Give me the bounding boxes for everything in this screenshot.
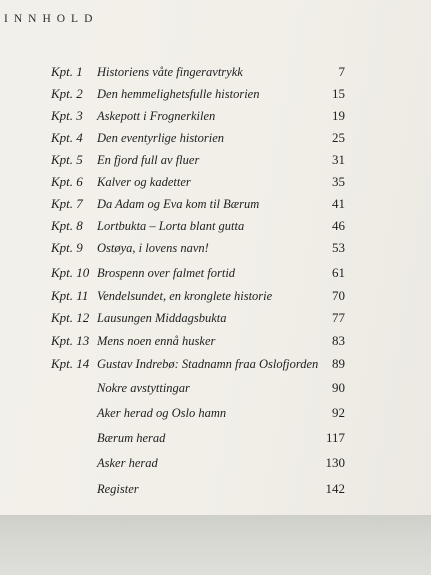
- toc-entry: [0, 288, 431, 308]
- page-number: 117: [325, 430, 345, 445]
- page-number: 130: [325, 455, 345, 470]
- toc-entry: [0, 218, 431, 238]
- chapter-title: Den eventyrlige historien: [97, 131, 225, 145]
- page-number: 41: [332, 196, 345, 211]
- page-heading: INNHOLD: [4, 13, 99, 25]
- chapter-number: Kpt. 5: [51, 152, 83, 167]
- chapter-title: Bærum herad: [97, 431, 166, 445]
- toc-entry: [0, 481, 431, 501]
- chapter-number: Kpt. 9: [51, 240, 83, 255]
- chapter-number: Kpt. 6: [51, 174, 83, 189]
- toc-entry: [0, 240, 431, 260]
- chapter-number: Kpt. 7: [51, 196, 83, 211]
- chapter-number: Kpt. 1: [51, 64, 83, 79]
- chapter-title: Lortbukta – Lorta blant gutta: [97, 219, 245, 233]
- toc-entry: [0, 196, 431, 216]
- page-number: 35: [332, 174, 345, 189]
- toc-entry: [0, 152, 431, 172]
- toc-entry: [0, 86, 431, 106]
- toc-entry: [0, 380, 431, 400]
- chapter-number: Kpt. 12: [51, 310, 90, 325]
- toc-entry: [0, 333, 431, 353]
- page-number: 61: [332, 265, 345, 280]
- page-number: 7: [338, 64, 345, 79]
- chapter-title: Kalver og kadetter: [97, 175, 191, 189]
- toc-entry: [0, 455, 431, 475]
- page-number: 77: [332, 310, 345, 325]
- chapter-title: Mens noen ennå husker: [97, 334, 216, 348]
- chapter-title: Gustav Indrebø: Stadnamn fraa Oslofjorden: [97, 357, 319, 371]
- page-number: 92: [332, 405, 345, 420]
- toc-entry: [0, 174, 431, 194]
- page-number: 15: [332, 86, 345, 101]
- chapter-number: Kpt. 13: [51, 333, 90, 348]
- page-edge-shadow: [0, 515, 431, 575]
- page-number: 142: [325, 481, 345, 496]
- page-number: 90: [332, 380, 345, 395]
- chapter-title: Da Adam og Eva kom til Bærum: [97, 197, 260, 211]
- page-number: 89: [332, 356, 345, 371]
- chapter-title: Aker herad og Oslo hamn: [97, 406, 227, 420]
- chapter-title: Asker herad: [97, 456, 158, 470]
- toc-entry: [0, 430, 431, 450]
- chapter-title: Historiens våte fingeravtrykk: [97, 65, 243, 79]
- chapter-title: Vendelsundet, en kronglete historie: [97, 289, 273, 303]
- chapter-number: Kpt. 3: [51, 108, 83, 123]
- page-number: 25: [332, 130, 345, 145]
- chapter-title: Brospenn over falmet fortid: [97, 266, 236, 280]
- toc-entry: [0, 356, 431, 376]
- chapter-title: Register: [97, 482, 139, 496]
- chapter-title: Den hemmelighetsfulle historien: [97, 87, 260, 101]
- chapter-number: Kpt. 2: [51, 86, 83, 101]
- chapter-number: Kpt. 14: [51, 356, 90, 371]
- chapter-title: Askepott i Frognerkilen: [97, 109, 216, 123]
- chapter-title: Nokre avstyttingar: [97, 381, 190, 395]
- chapter-number: Kpt. 10: [51, 265, 90, 280]
- chapter-title: En fjord full av fluer: [97, 153, 200, 167]
- toc-entry: [0, 130, 431, 150]
- toc-entry: [0, 265, 431, 285]
- page-number: 46: [332, 218, 345, 233]
- chapter-number: Kpt. 11: [51, 288, 89, 303]
- chapter-title: Ostøya, i lovens navn!: [97, 241, 209, 255]
- chapter-number: Kpt. 8: [51, 218, 83, 233]
- chapter-number: Kpt. 4: [51, 130, 83, 145]
- page-number: 70: [332, 288, 345, 303]
- page-number: 31: [332, 152, 345, 167]
- toc-entry: [0, 64, 431, 84]
- toc-entry: [0, 108, 431, 128]
- toc-entry: [0, 310, 431, 330]
- page-number: 19: [332, 108, 345, 123]
- chapter-title: Lausungen Middagsbukta: [97, 311, 227, 325]
- page-number: 53: [332, 240, 345, 255]
- page-number: 83: [332, 333, 345, 348]
- toc-entry: [0, 405, 431, 425]
